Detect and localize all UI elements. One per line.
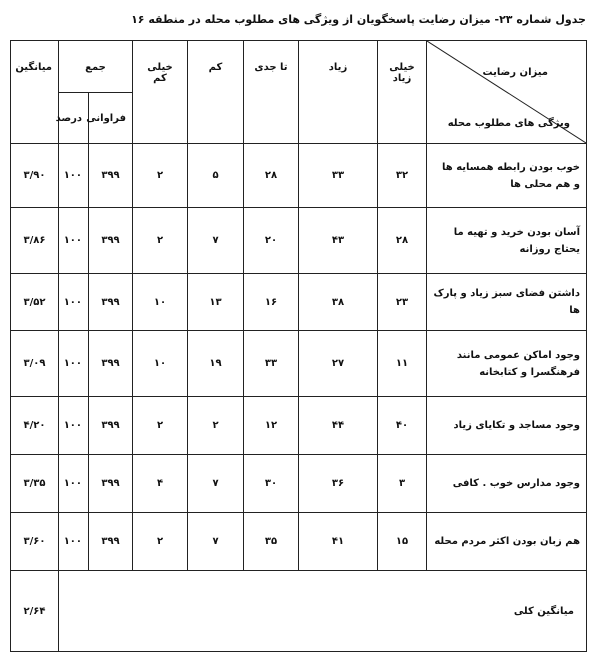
header-satisfaction-level: میزان رضایت [482,67,548,78]
percent-cell: ۱۰۰ [59,331,89,397]
header-low: کم [188,41,244,144]
very-low-cell: ۲ [133,397,188,455]
average-cell: ۳/۳۵ [11,455,59,513]
feature-cell: هم زبان بودن اکثر مردم محله [427,513,587,571]
somewhat-cell: ۳۰ [244,455,299,513]
very-low-cell: ۲ [133,513,188,571]
very-high-cell: ۱۵ [378,513,427,571]
percent-cell: ۱۰۰ [59,208,89,274]
table-row [11,513,587,571]
very-high-cell: ۲۳ [378,274,427,331]
table-row [11,144,587,208]
somewhat-cell: ۱۶ [244,274,299,331]
somewhat-cell: ۱۲ [244,397,299,455]
header-row-1 [11,41,587,93]
table-row [11,208,587,274]
percent-cell: ۱۰۰ [59,513,89,571]
table-caption: جدول شماره ۲۳- میزان رضایت پاسخگویان از ویژگی های مطلوب محله در منطقه ۱۶ [131,13,586,26]
frequency-cell: ۳۹۹ [89,144,133,208]
very-high-cell: ۳ [378,455,427,513]
very-high-cell: ۳۲ [378,144,427,208]
header-frequency: فراوانی [89,93,133,144]
average-cell: ۳/۵۲ [11,274,59,331]
very-high-cell: ۱۱ [378,331,427,397]
somewhat-cell: ۲۰ [244,208,299,274]
feature-cell: وجود اماکن عمومی مانند فرهنگسرا و کتابخانه [427,331,587,397]
frequency-cell: ۳۹۹ [89,455,133,513]
percent-cell: ۱۰۰ [59,144,89,208]
percent-cell: ۱۰۰ [59,397,89,455]
very-low-cell: ۱۰ [133,274,188,331]
feature-cell: خوب بودن رابطه همسایه ها و هم محلی ها [427,144,587,208]
low-cell: ۵ [188,144,244,208]
low-cell: ۱۳ [188,274,244,331]
high-cell: ۳۶ [299,455,378,513]
overall-average-row [11,571,587,652]
header-somewhat: تا جدی [244,41,299,144]
overall-average-label: میانگین کلی [59,571,587,652]
average-cell: ۳/۶۰ [11,513,59,571]
feature-cell: داشتن فضای سبز زیاد و پارک ها [427,274,587,331]
percent-cell: ۱۰۰ [59,455,89,513]
high-cell: ۴۴ [299,397,378,455]
low-cell: ۱۹ [188,331,244,397]
frequency-cell: ۳۹۹ [89,331,133,397]
frequency-cell: ۳۹۹ [89,513,133,571]
header-high: زیاد [299,41,378,144]
very-low-cell: ۲ [133,144,188,208]
percent-cell: ۱۰۰ [59,274,89,331]
high-cell: ۲۷ [299,331,378,397]
header-total: جمع [59,41,133,93]
header-average: میانگین [11,41,59,144]
table-row [11,397,587,455]
frequency-cell: ۳۹۹ [89,208,133,274]
very-low-cell: ۲ [133,208,188,274]
very-high-cell: ۴۰ [378,397,427,455]
table-row [11,274,587,331]
satisfaction-table [10,40,587,652]
average-cell: ۳/۸۶ [11,208,59,274]
diagonal-header-cell [427,41,587,144]
low-cell: ۷ [188,513,244,571]
table-row [11,455,587,513]
average-cell: ۳/۹۰ [11,144,59,208]
somewhat-cell: ۳۵ [244,513,299,571]
very-high-cell: ۲۸ [378,208,427,274]
header-very-low: خیلی کم [133,41,188,144]
frequency-cell: ۳۹۹ [89,397,133,455]
header-very-high: خیلی زیاد [378,41,427,144]
very-low-cell: ۱۰ [133,331,188,397]
high-cell: ۳۳ [299,144,378,208]
high-cell: ۴۱ [299,513,378,571]
table-row [11,331,587,397]
feature-cell: آسان بودن خرید و تهیه ما یحتاج روزانه [427,208,587,274]
somewhat-cell: ۳۳ [244,331,299,397]
average-cell: ۴/۲۰ [11,397,59,455]
high-cell: ۳۸ [299,274,378,331]
very-low-cell: ۴ [133,455,188,513]
high-cell: ۴۳ [299,208,378,274]
overall-average-value: ۲/۶۴ [11,571,59,652]
frequency-cell: ۳۹۹ [89,274,133,331]
average-cell: ۳/۰۹ [11,331,59,397]
feature-cell: وجود مدارس خوب . کافی [427,455,587,513]
header-desired-features: ویژگی های مطلوب محله [447,118,570,129]
low-cell: ۷ [188,455,244,513]
low-cell: ۷ [188,208,244,274]
low-cell: ۲ [188,397,244,455]
feature-cell: وجود مساجد و تکایای زیاد [427,397,587,455]
header-percent: درصد [59,93,89,144]
somewhat-cell: ۲۸ [244,144,299,208]
